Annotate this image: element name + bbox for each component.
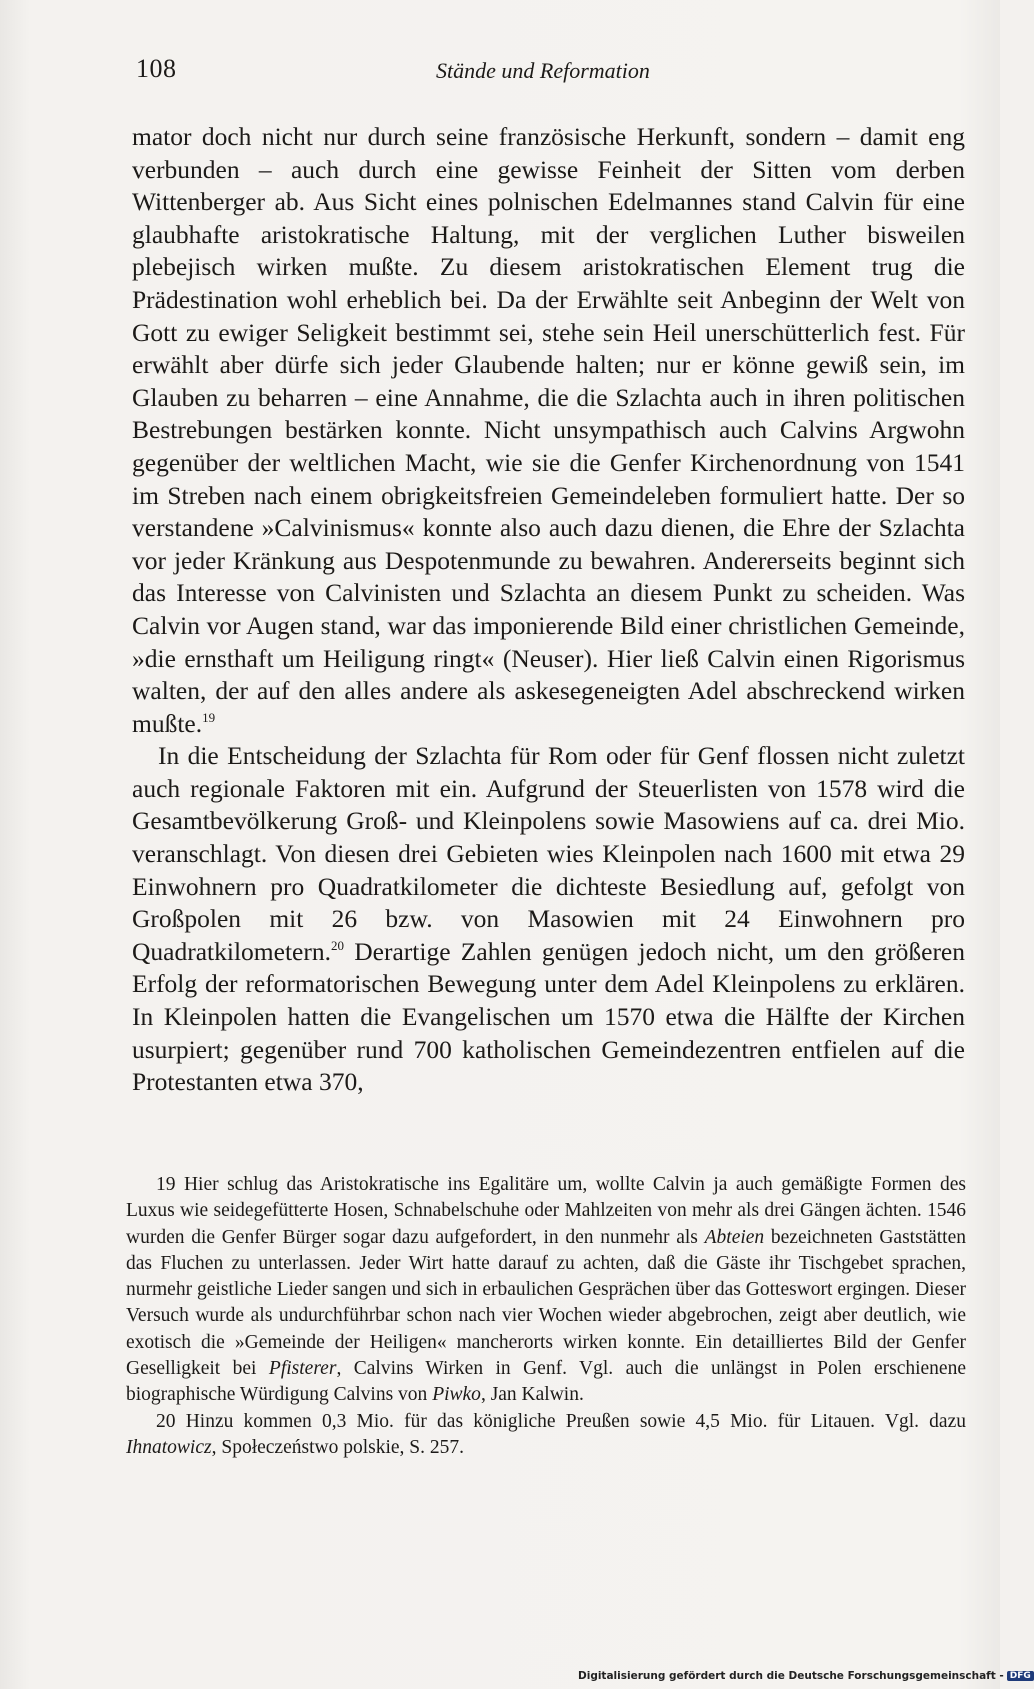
footnote-text: , Jan Kalwin.	[480, 1384, 584, 1406]
paragraph-text-continued: Derartige Zahlen genügen jedoch nicht, um den größeren Erfolg der reformatorischen Bewegung unter dem Adel Kleinpolens zu erklären. In Kleinpolen hatten die Evangelischen um 1570 etwa die Hälfte der Kirchen usurpiert; gegenüber rund 700 katholischen Gemeindezentren entfielen auf die Protestanten etwa 370,	[132, 936, 965, 1097]
running-title: Stände und Reformation	[436, 58, 650, 83]
footnote-author: Ihnatowicz	[126, 1436, 212, 1458]
footnote-20	[126, 1409, 966, 1462]
footnote-text: 19 Hier schlug das Aristokratische ins Egalitäre um, wollte Calvin ja auch gemäßigte Formen des Luxus wie seidegefütterte Hosen, Schnabelschuhe oder Mahlzeiten von mehr als drei Gängen ächten. 1546 wurden die Genfer Bürger sogar dazu aufgefordert, in den nunmehr als	[126, 1174, 966, 1248]
credit-text: Digitalisierung gefördert durch die Deutsche Forschungsgemeinschaft -	[578, 1670, 1004, 1682]
paragraph	[132, 121, 965, 740]
footnotes	[126, 1172, 966, 1461]
footnote-19	[126, 1172, 966, 1409]
page-header	[136, 54, 960, 90]
footnote-text: , Społeczeństwo polskie, S. 257.	[211, 1436, 464, 1458]
footnote-emphasis: Abteien	[704, 1226, 765, 1248]
footnote-author: Pfisterer	[268, 1358, 337, 1380]
page-number: 108	[136, 54, 177, 83]
footnote-text: , Calvins Wirken in Genf. Vgl. auch die unlängst in Polen erschienene biographische Würdigung Calvins von	[126, 1358, 966, 1406]
footnote-text: bezeichneten Gaststätten das Fluchen zu unterlassen. Jeder Wirt hatte darauf zu achten, daß die Gäste ihr Tischgebet sprachen, nurmehr geistliche Lieder sangen und sich in erbaulichen Gesprächen über das Gotteswort ergingen. Dieser Versuch wurde als undurchführbar schon nach vier Wochen wieder abgebrochen, zeigt aber deutlich, wie exotisch die »Gemeinde der Heiligen« mancherorts wirken konnte. Ein detailliertes Bild der Genfer Geselligkeit bei	[126, 1226, 966, 1380]
footnote-author: Piwko	[432, 1384, 481, 1406]
footnote-reference: 19	[202, 709, 216, 725]
digitization-credit	[578, 1670, 1031, 1686]
main-text	[132, 121, 965, 1099]
paragraph	[132, 740, 965, 1099]
dfg-logo: DFG	[1007, 1671, 1034, 1681]
footnote-text: 20 Hinzu kommen 0,3 Mio. für das königliche Preußen sowie 4,5 Mio. für Litauen. Vgl. dazu	[156, 1410, 966, 1432]
paragraph-text: mator doch nicht nur durch seine französische Herkunft, sondern – damit eng verbunden – auch durch eine gewisse Feinheit der Sitten vom derben Wittenberger ab. Aus Sicht eines polnischen Edelmannes stand Calvin für eine glaubhafte aristokratische Haltung, mit der verglichen Luther bisweilen plebejisch wirken mußte. Zu diesem aristokratischen Element trug die Prädestination wohl erheblich bei. Da der Erwählte seit Anbeginn der Welt von Gott zu ewiger Seligkeit bestimmt sei, stehe sein Heil unerschütterlich fest. Für erwählt aber dürfe sich jeder Glaubende halten; nur er könne gewiß sein, im Glauben zu beharren – eine Annahme, die die Szlachta auch in ihren politischen Bestrebungen bestärken konnte. Nicht unsympathisch auch Calvins Argwohn gegenüber der weltlichen Macht, wie sie die Genfer Kirchenordnung von 1541 im Streben nach einem obrigkeitsfreien Gemeindeleben formuliert hatte. Der so verstandene »Calvinismus« konnte also auch dazu dienen, die Ehre der Szlachta vor jeder Kränkung aus Despotenmunde zu bewahren. Andererseits beginnt sich das Interesse von Calvinisten und Szlachta an diesem Punkt zu scheiden. Was Calvin vor Augen stand, war das imponierende Bild einer christlichen Gemeinde, »die ernsthaft um Heiligung ringt« (Neuser). Hier ließ Calvin einen Rigorismus walten, der auf den alles andere als askesegeneigten Adel abschreckend wirken mußte.	[132, 122, 965, 738]
footnote-reference: 20	[330, 937, 344, 953]
paragraph-text: In die Entscheidung der Szlachta für Rom oder für Genf flossen nicht zuletzt auch regionale Faktoren mit ein. Aufgrund der Steuerlisten von 1578 wird die Gesamtbevölkerung Groß- und Kleinpolens sowie Masowiens auf ca. drei Mio. veranschlagt. Von diesen drei Gebieten wies Kleinpolen nach 1600 mit etwa 29 Einwohnern pro Quadratkilometer die dichteste Besiedlung auf, gefolgt von Großpolen mit 26 bzw. von Masowien mit 24 Einwohnern pro Quadratkilometern.	[132, 741, 965, 966]
